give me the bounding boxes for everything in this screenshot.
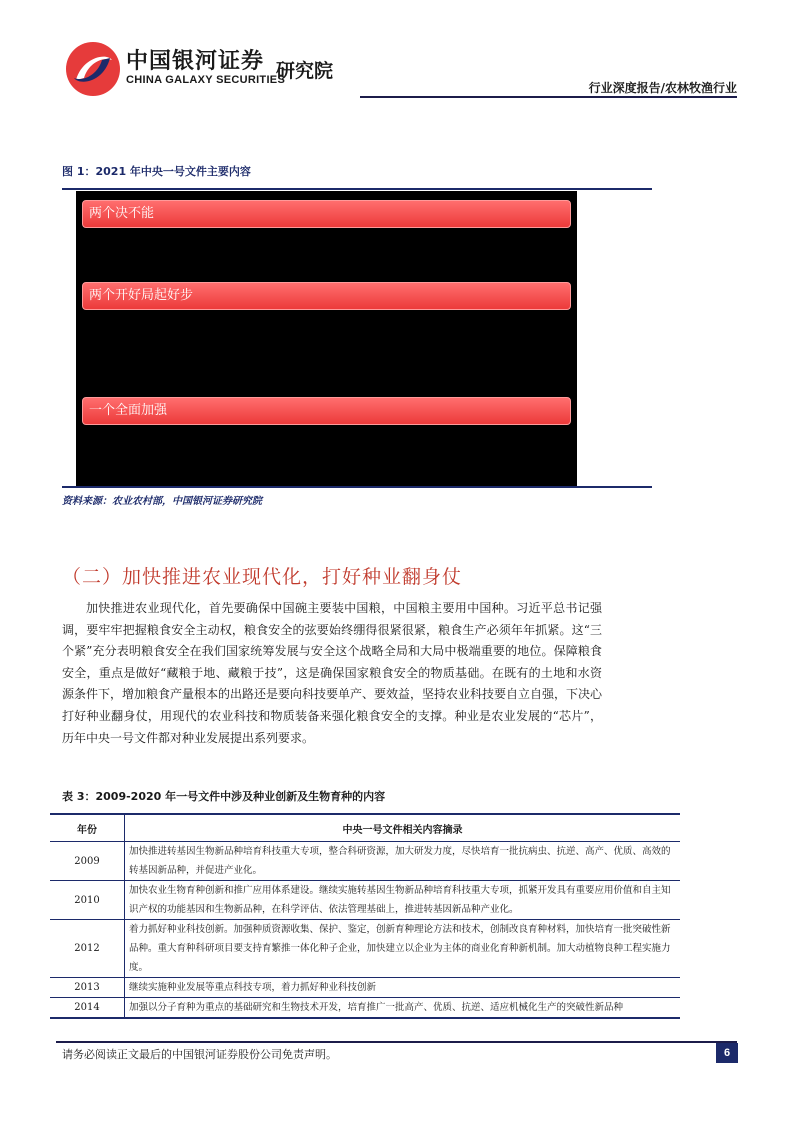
logo-chinese-name: 中国银河证券 [126,49,265,74]
figure-bottom-rule [62,486,652,488]
row-year: 2014 [50,998,125,1019]
figure-caption: 图 1：2021 年中央一号文件主要内容 [62,165,251,178]
table-caption: 表 3：2009-2020 年一号文件中涉及种业创新及生物育种的内容 [62,790,386,803]
figure-item: 两个开好局起好步 [82,282,571,310]
page-number: 6 [716,1043,738,1063]
company-logo [62,38,352,100]
row-content: 继续实施种业发展等重点科技专项，着力抓好种业科技创新 [125,978,681,998]
logo-english-name: CHINA GALAXY SECURITIES [126,74,286,86]
header-divider [360,96,737,98]
figure-item: 两个决不能 [82,200,571,228]
figure-top-rule [62,188,652,190]
galaxy-logo-icon [62,38,124,100]
footer-divider [56,1041,737,1043]
body-paragraph: 加快推进农业现代化，首先要确保中国碗主要装中国粮，中国粮主要用中国种。习近平总书记强调，要牢牢把握粮食安全主动权，粮食安全的弦要始终绷得很紧很紧，粮食生产必须年年抓紧。这“三个紧”充分表明粮食安全在我们国家统筹发展与安全这个战略全局和大局中极端重要的地位。保障粮食安全，重点是做好“藏粮于地、藏粮于技”，这是确保国家粮食安全的物质基础。在既有的土地和水资源条件下，增加粮食产量根本的出路还是要向科技要单产、要效益，坚持农业科技要自立自强，下决心打好种业翻身仗，用现代的农业科技和物质装备来强化粮食安全的支撑。种业是农业发展的“芯片”，历年中央一号文件都对种业发展提出系列要求。 [62,601,603,745]
table-row [50,920,680,978]
row-content: 加强以分子育种为重点的基础研究和生物技术开发，培育推广一批高产、优质、抗逆、适应机械化生产的突破性新品种 [125,998,681,1019]
row-content: 加快农业生物育种创新和推广应用体系建设。继续实施转基因生物新品种培育科技重大专项，抓紧开发具有重要应用价值和自主知识产权的功能基因和生物新品种，在科学评估、依法管理基础上，推进转基因新品种产业化。 [125,881,681,920]
figure-item: 一个全面加强 [82,397,571,425]
header-content: 中央一号文件相关内容摘录 [125,814,681,842]
figure-source: 资料来源：农业农村部，中国银河证券研究院 [62,496,262,507]
header-year: 年份 [50,814,125,842]
row-content: 着力抓好种业科技创新。加强种质资源收集、保护、鉴定，创新育种理论方法和技术，创制改良育种材料，加快培育一批突破性新品种。重大育种科研项目要支持育繁推一体化种子企业，加快建立以企业为主体的商业化育种新机制。加大动植物良种工程实施力度。 [125,920,681,978]
table-row [50,978,680,998]
row-year: 2012 [50,920,125,978]
row-content: 加快推进转基因生物新品种培育科技重大专项，整合科研资源，加大研发力度，尽快培育一批抗病虫、抗逆、高产、优质、高效的转基因新品种，并促进产业化。 [125,842,681,881]
table-row [50,998,680,1019]
row-year: 2009 [50,842,125,881]
row-year: 2010 [50,881,125,920]
table-header-row [50,814,680,842]
section-title: （二）加快推进农业现代化，打好种业翻身仗 [62,566,463,588]
report-type: 行业深度报告/农林牧渔行业 [588,81,737,95]
table-row [50,881,680,920]
table-row [50,842,680,881]
figure-panel [76,191,577,486]
footer-disclaimer: 请务必阅读正文最后的中国银河证券股份公司免责声明。 [62,1048,337,1061]
row-year: 2013 [50,978,125,998]
seed-industry-table [50,813,680,1019]
logo-institute: 研究院 [276,60,334,82]
